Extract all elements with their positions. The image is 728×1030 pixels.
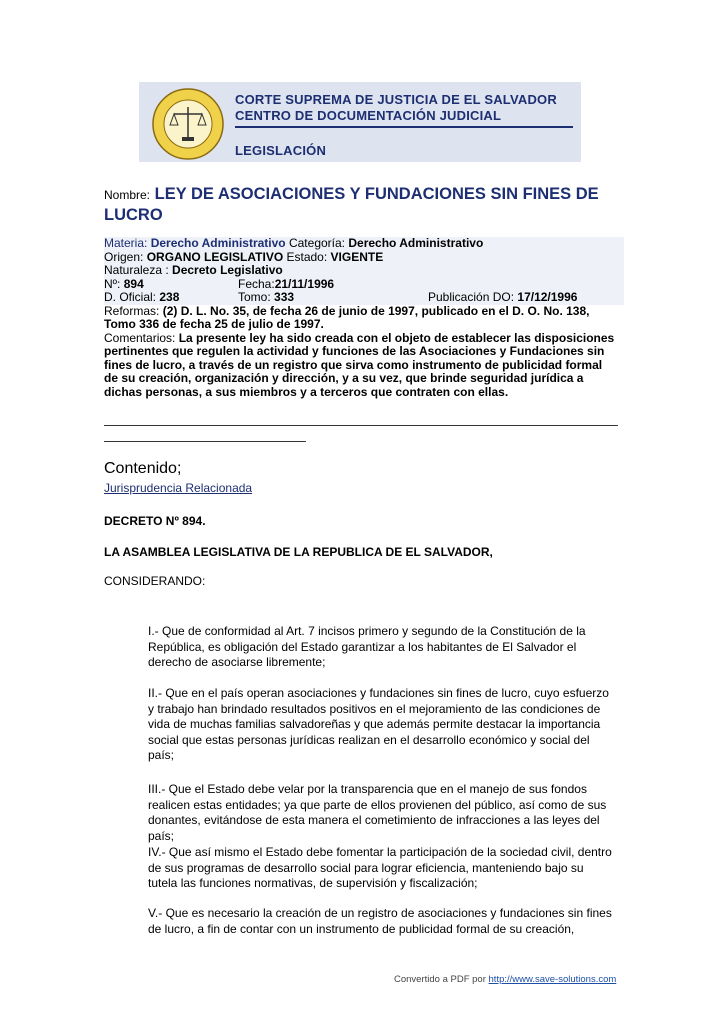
jurisprudencia-link[interactable]: Jurisprudencia Relacionada: [104, 481, 253, 495]
estado-value: VIGENTE: [330, 249, 384, 264]
nombre-label: Nombre:: [104, 188, 151, 202]
comentarios-line3: fines de lucro, a través de un registro que sirva como instrumento de publicidad formal: [104, 357, 603, 372]
save-solutions-link[interactable]: http://www.save-solutions.com: [488, 974, 617, 985]
considerando-item: I.- Que de conformidad al Art. 7 incisos primero y segundo de la Constitución de la República, es obligación del Estado garantizar a los habitantes de El Salvador el derecho de asociarse libremente;: [148, 624, 586, 670]
meta-row-origen: Origen: ORGANO LEGISLATIVO Estado: VIGENTE: [104, 251, 624, 265]
meta-row-numero: Nº: 894 Fecha:21/11/1996: [104, 278, 624, 292]
comentarios-line5: dichas personas, a sus miembros y a terceros que contraten con ellas.: [104, 384, 509, 399]
contenido-heading: Contenido;: [104, 460, 182, 477]
pdf-footer: Convertido a PDF por http://www.save-solutions.com: [394, 974, 617, 985]
law-title-line1: LEY DE ASOCIACIONES Y FUNDACIONES SIN FINES DE: [154, 185, 599, 203]
tomo-value: 333: [274, 290, 295, 304]
comentarios-line1: La presente ley ha sido creada con el objeto de establecer las disposiciones: [178, 330, 615, 345]
separator-long: [104, 425, 618, 426]
decreto-heading: DECRETO Nº 894.: [104, 514, 206, 528]
law-title-line2: LUCRO: [104, 206, 163, 224]
comentarios-line2: pertinentes que regulen la actividad y funciones de las Asociaciones y Fundaciones sin: [104, 344, 605, 358]
comentarios-line4: de su creación, organización y dirección, y a su vez, que brinde seguridad jurídica a: [104, 371, 584, 385]
considerando-item: III.- Que el Estado debe velar por la transparencia que en el manejo de sus fondos realicen estas entidades; ya que parte de ellos provienen del público, así como de sus donantes, evitándose de esta manera el cometimiento de infracciones a las leyes del país;: [148, 782, 607, 843]
considerando-item: IV.- Que así mismo el Estado debe fomentar la participación de la sociedad civil, dentro de sus programas de desarrollo social para lograr eficiencia, manteniendo bajo su tutela las funciones normativas, de supervisión y fiscalización;: [148, 845, 612, 891]
banner-divider: [235, 126, 573, 128]
court-seal-icon: [148, 87, 228, 161]
law-title: [104, 184, 624, 225]
meta-row-oficial: D. Oficial: 238 Tomo: 333 Publicación DO: 17/12/1996: [104, 291, 624, 305]
reformas-line2: Tomo 336 de fecha 25 de julio de 1997.: [104, 317, 324, 331]
materia-value: Derecho Administrativo: [150, 236, 286, 250]
meta-row-reformas: Reformas: (2) D. L. No. 35, de fecha 26 de junio de 1997, publicado en el D. O. No. 138,: [104, 303, 590, 318]
publicacion-value: 17/12/1996: [517, 290, 578, 304]
considerando-heading: CONSIDERANDO:: [104, 574, 206, 588]
law-metadata: [104, 237, 624, 399]
considerando-item: II.- Que en el país operan asociaciones y fundaciones sin fines de lucro, cuyo esfuerzo y trabajo han brindado resultados positivos en el mejoramiento de las condiciones de vida de muchas familias salvadoreñas y que además permite destacar la importancia social que estas personas jurídicas realizan en el desarrollo económico y social del país;: [148, 686, 609, 763]
oficial-value: 238: [159, 290, 180, 304]
naturaleza-value: Decreto Legislativo: [172, 263, 283, 277]
fecha-value: 21/11/1996: [274, 276, 335, 291]
numero-value: 894: [123, 276, 144, 291]
origen-value: ORGANO LEGISLATIVO: [146, 249, 284, 264]
meta-row-comentarios: Comentarios: La presente ley ha sido creada con el objeto de establecer las disposiciones: [104, 330, 615, 345]
considerando-item: V.- Que es necesario la creación de un registro de asociaciones y fundaciones sin fines de lucro, a fin de contar con un instrumento de publicidad formal de su creación,: [148, 906, 612, 936]
categoria-value: Derecho Administrativo: [348, 236, 484, 250]
meta-row-naturaleza: Naturaleza : Decreto Legislativo: [104, 264, 624, 278]
meta-row-materia: Materia: Derecho Administrativo Categoría: Derecho Administrativo: [104, 237, 624, 251]
separator-short: [104, 441, 306, 442]
reformas-line1: (2) D. L. No. 35, de fecha 26 de junio de 1997, publicado en el D. O. No. 138,: [162, 303, 590, 318]
header-banner: [139, 82, 581, 162]
banner-section: LEGISLACIÓN: [235, 143, 327, 158]
banner-title-center: CENTRO DE DOCUMENTACIÓN JUDICIAL: [235, 108, 502, 123]
asamblea-heading: LA ASAMBLEA LEGISLATIVA DE LA REPUBLICA DE EL SALVADOR,: [104, 545, 493, 559]
banner-title-court: CORTE SUPREMA DE JUSTICIA DE EL SALVADOR: [235, 92, 557, 107]
